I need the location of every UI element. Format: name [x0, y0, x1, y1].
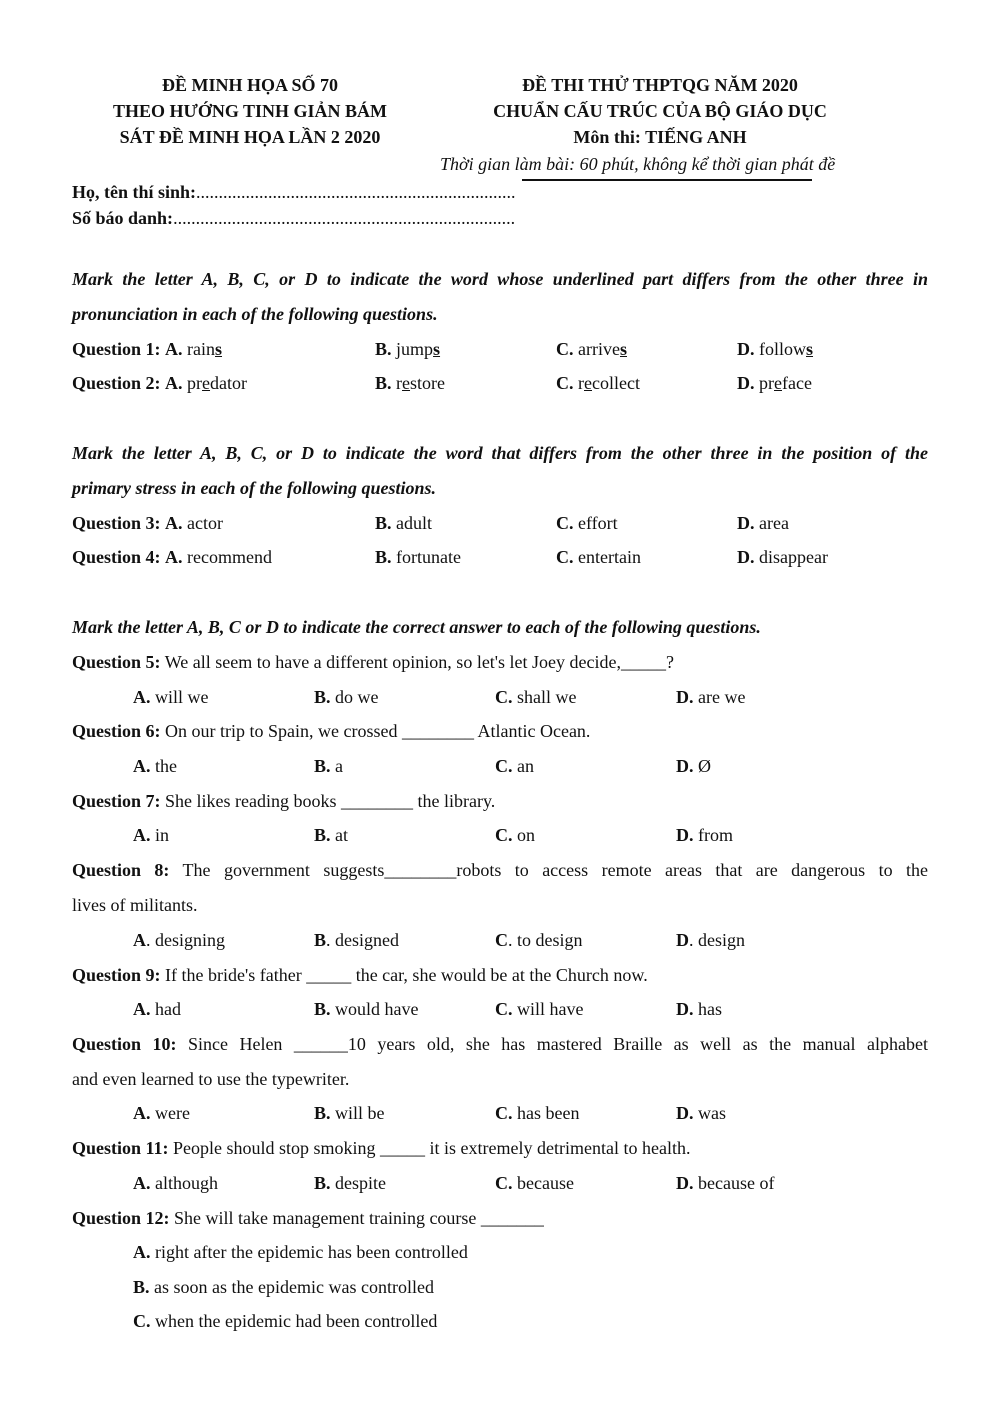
option-text: Ø — [693, 756, 711, 776]
option-text: from — [693, 825, 733, 845]
option-text: jump — [391, 339, 434, 359]
option-letter: C. — [495, 999, 513, 1019]
section2-instruction-line1: Mark the letter A, B, C, or D to indicate the word that differs from the other three in the position of the — [72, 443, 928, 463]
section3-instruction: Mark the letter A, B, C or D to indicate the correct answer to each of the following questions. — [72, 617, 761, 637]
option-text: dator — [210, 373, 247, 393]
option-letter: A. — [165, 373, 183, 393]
option-letter: B. — [314, 825, 331, 845]
option-letter: C. — [556, 373, 574, 393]
question-6-option-a — [133, 754, 177, 778]
option-text: because — [512, 1173, 574, 1193]
question-1-option-c — [556, 337, 627, 361]
question-label: Question 4: — [72, 547, 161, 567]
question-8-option-d — [676, 928, 745, 952]
option-text: store — [410, 373, 446, 393]
option-text: will have — [512, 999, 584, 1019]
question-4-option-d — [737, 545, 828, 569]
question-4 — [72, 545, 272, 569]
option-text: because of — [693, 1173, 775, 1193]
header-left-line2: THEO HƯỚNG TINH GIẢN BÁM — [112, 101, 388, 121]
question-8-option-a — [133, 928, 225, 952]
question-11-option-b — [314, 1171, 386, 1195]
question-5-option-d — [676, 685, 745, 709]
option-letter: A. — [133, 756, 151, 776]
question-7-option-b — [314, 823, 348, 847]
option-letter: B. — [375, 373, 392, 393]
question-4-option-b — [375, 545, 461, 569]
option-text: when the epidemic had been controlled — [150, 1311, 438, 1331]
question-label: Question 7: — [72, 791, 161, 811]
question-text: People should stop smoking _____ it is extremely detrimental to health. — [168, 1138, 691, 1158]
option-text: collect — [592, 373, 640, 393]
question-8-option-b — [314, 928, 399, 952]
question-label: Question 1: — [72, 339, 161, 359]
option-text: actor — [182, 513, 223, 533]
question-8 — [72, 858, 928, 882]
section1-instruction-line2: pronunciation in each of the following questions. — [72, 304, 438, 324]
option-text: . designed — [326, 930, 399, 950]
option-letter: A. — [133, 999, 151, 1019]
question-5-option-b — [314, 685, 379, 709]
option-letter: A. — [133, 825, 151, 845]
option-text: a — [330, 756, 344, 776]
candidate-id-label: Số báo danh: — [72, 208, 174, 228]
option-text: fortunate — [391, 547, 461, 567]
option-letter: B. — [314, 1103, 331, 1123]
question-9-option-c — [495, 997, 583, 1021]
question-3-option-c — [556, 511, 618, 535]
option-text: entertain — [573, 547, 641, 567]
option-text: . designing — [146, 930, 225, 950]
candidate-name-label: Họ, tên thí sinh: — [72, 182, 197, 202]
question-7 — [72, 789, 495, 813]
option-text: will be — [330, 1103, 385, 1123]
option-underlined: e — [202, 373, 211, 393]
option-underlined: s — [215, 339, 223, 359]
option-text: had — [150, 999, 181, 1019]
option-letter: C. — [556, 339, 574, 359]
option-letter: B. — [314, 999, 331, 1019]
option-text: has been — [512, 1103, 580, 1123]
question-label: Question 10: — [72, 1034, 177, 1054]
question-8-option-c — [495, 928, 583, 952]
question-9-option-d — [676, 997, 722, 1021]
option-letter: A. — [133, 687, 151, 707]
option-letter: C. — [495, 1103, 513, 1123]
question-9 — [72, 963, 648, 987]
question-6 — [72, 719, 590, 743]
question-12 — [72, 1206, 544, 1230]
question-10 — [72, 1032, 928, 1056]
question-6-option-d — [676, 754, 711, 778]
option-letter: D. — [676, 756, 694, 776]
option-text: disappear — [754, 547, 828, 567]
option-text: r — [573, 373, 584, 393]
option-letter: C — [495, 930, 508, 950]
option-underlined: e — [774, 373, 782, 393]
option-text: arrive — [573, 339, 620, 359]
question-12-option-c — [133, 1309, 437, 1333]
option-letter: A. — [165, 339, 183, 359]
candidate-id-dots: ............................................................................ — [173, 208, 516, 228]
option-letter: D. — [676, 1173, 694, 1193]
question-9-option-a — [133, 997, 181, 1021]
option-letter: A — [133, 930, 146, 950]
option-text: follow — [754, 339, 806, 359]
option-letter: B. — [314, 1173, 331, 1193]
candidate-id-row — [72, 206, 515, 230]
question-11-option-a — [133, 1171, 218, 1195]
header-right-time: Thời gian làm bài: 60 phút, không kể thời gian phát đề — [440, 154, 836, 174]
option-text: at — [330, 825, 349, 845]
header-divider — [522, 179, 812, 181]
question-6-option-b — [314, 754, 343, 778]
question-text: Since Helen ______10 years old, she has mastered Braille as well as the manual alphabet — [176, 1034, 928, 1054]
option-letter: D. — [676, 1103, 694, 1123]
question-7-option-a — [133, 823, 169, 847]
option-text: . design — [689, 930, 745, 950]
question-11-option-c — [495, 1171, 574, 1195]
question-3-option-b — [375, 511, 432, 535]
question-10-text-line2: and even learned to use the typewriter. — [72, 1069, 350, 1089]
option-letter: B. — [133, 1277, 150, 1297]
option-letter: B. — [375, 513, 392, 533]
section1-instruction-line1: Mark the letter A, B, C, or D to indicate the word whose underlined part differs from the other three in — [72, 269, 928, 289]
question-12-option-a — [133, 1240, 468, 1264]
question-label: Question 9: — [72, 965, 161, 985]
option-letter: A. — [133, 1242, 151, 1262]
option-letter: A. — [165, 513, 183, 533]
question-8-text-line2: lives of militants. — [72, 895, 198, 915]
question-10-option-c — [495, 1101, 579, 1125]
header-right-line2: CHUẨN CẤU TRÚC CỦA BỘ GIÁO DỤC — [493, 101, 827, 121]
option-text: area — [754, 513, 789, 533]
option-letter: B. — [314, 687, 331, 707]
candidate-name-dots: ....................................................................... — [196, 182, 516, 202]
option-underlined: s — [619, 339, 627, 359]
question-2-option-d — [737, 371, 812, 395]
question-label: Question 6: — [72, 721, 161, 741]
question-text: The government suggests________robots to access remote areas that are dangerous to the — [169, 860, 928, 880]
question-text: On our trip to Spain, we crossed ________ Atlantic Ocean. — [160, 721, 591, 741]
option-letter: A. — [133, 1173, 151, 1193]
question-text: If the bride's father _____ the car, she would be at the Church now. — [160, 965, 648, 985]
option-letter: D. — [737, 373, 755, 393]
option-text: . to design — [508, 930, 583, 950]
option-letter: B. — [314, 756, 331, 776]
option-text: although — [150, 1173, 218, 1193]
option-text: was — [693, 1103, 726, 1123]
question-10-option-a — [133, 1101, 190, 1125]
question-2 — [72, 371, 247, 395]
option-text: adult — [391, 513, 433, 533]
question-1-option-b — [375, 337, 440, 361]
question-text: She likes reading books ________ the library. — [160, 791, 496, 811]
question-text: We all seem to have a different opinion, so let's let Joey decide,_____? — [160, 652, 674, 672]
option-letter: C. — [133, 1311, 151, 1331]
option-text: pr — [182, 373, 203, 393]
question-7-option-c — [495, 823, 535, 847]
option-letter: C. — [495, 1173, 513, 1193]
option-text: an — [512, 756, 534, 776]
question-2-option-c — [556, 371, 640, 395]
option-text: r — [391, 373, 403, 393]
question-2-option-b — [375, 371, 445, 395]
option-letter: C. — [495, 825, 513, 845]
question-6-option-c — [495, 754, 534, 778]
option-text: right after the epidemic has been controlled — [150, 1242, 468, 1262]
option-underlined: e — [402, 373, 411, 393]
option-letter: A. — [133, 1103, 151, 1123]
option-text: shall we — [512, 687, 577, 707]
option-letter: D. — [737, 547, 755, 567]
option-text: will we — [150, 687, 209, 707]
question-3 — [72, 511, 223, 535]
question-10-option-d — [676, 1101, 726, 1125]
option-text: are we — [693, 687, 746, 707]
header-left-line3: SÁT ĐỀ MINH HỌA LẦN 2 2020 — [119, 127, 381, 147]
option-underlined: s — [806, 339, 814, 359]
question-3-option-d — [737, 511, 789, 535]
option-letter: D. — [676, 999, 694, 1019]
header-right-line3: Môn thi: TIẾNG ANH — [573, 127, 747, 147]
option-text: as soon as the epidemic was controlled — [149, 1277, 434, 1297]
option-text: effort — [573, 513, 618, 533]
option-letter: B — [314, 930, 327, 950]
question-label: Question 11: — [72, 1138, 169, 1158]
candidate-name-row — [72, 180, 516, 204]
option-letter: C. — [556, 513, 574, 533]
option-text: the — [150, 756, 177, 776]
question-5-option-a — [133, 685, 209, 709]
option-letter: D. — [676, 825, 694, 845]
option-letter: A. — [165, 547, 183, 567]
option-letter: C. — [495, 756, 513, 776]
question-label: Question 5: — [72, 652, 161, 672]
question-10-option-b — [314, 1101, 385, 1125]
option-text: do we — [330, 687, 379, 707]
question-1-option-d — [737, 337, 813, 361]
option-text: were — [150, 1103, 190, 1123]
option-text: would have — [330, 999, 419, 1019]
question-9-option-b — [314, 997, 419, 1021]
option-underlined: e — [584, 373, 592, 393]
option-underlined: s — [433, 339, 441, 359]
option-letter: C. — [556, 547, 574, 567]
question-text: She will take management training course _______ — [169, 1208, 544, 1228]
question-label: Question 12: — [72, 1208, 170, 1228]
option-text: rain — [182, 339, 215, 359]
header-left-line1: ĐỀ MINH HỌA SỐ 70 — [161, 75, 339, 95]
option-text: in — [150, 825, 170, 845]
question-7-option-d — [676, 823, 733, 847]
question-11-option-d — [676, 1171, 774, 1195]
option-text: despite — [330, 1173, 387, 1193]
option-letter: D. — [676, 687, 694, 707]
question-4-option-c — [556, 545, 641, 569]
option-letter: D — [676, 930, 689, 950]
option-text: has — [693, 999, 722, 1019]
option-text: on — [512, 825, 535, 845]
question-label: Question 8: — [72, 860, 170, 880]
option-letter: B. — [375, 547, 392, 567]
question-5-option-c — [495, 685, 576, 709]
option-letter: D. — [737, 513, 755, 533]
option-text: pr — [754, 373, 774, 393]
option-text: face — [782, 373, 812, 393]
option-letter: D. — [737, 339, 755, 359]
question-11 — [72, 1136, 690, 1160]
section2-instruction-line2: primary stress in each of the following questions. — [72, 478, 437, 498]
header-right-line1: ĐỀ THI THỬ THPTQG NĂM 2020 — [522, 75, 798, 95]
option-letter: B. — [375, 339, 392, 359]
question-label: Question 2: — [72, 373, 161, 393]
question-label: Question 3: — [72, 513, 161, 533]
question-12-option-b — [133, 1275, 434, 1299]
option-letter: C. — [495, 687, 513, 707]
question-5 — [72, 650, 674, 674]
option-text: recommend — [182, 547, 272, 567]
question-1 — [72, 337, 222, 361]
